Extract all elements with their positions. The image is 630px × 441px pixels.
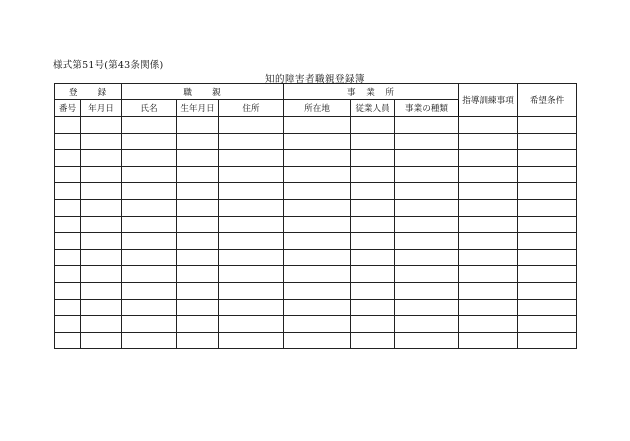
table-cell [518,332,577,349]
table-cell [459,332,518,349]
col-location: 所在地 [284,100,351,117]
table-cell [518,266,577,283]
table-cell [122,233,177,250]
table-cell [459,249,518,266]
table-cell [81,316,122,333]
table-cell [122,183,177,200]
table-row [55,117,577,134]
table-cell [351,316,395,333]
table-cell [518,299,577,316]
table-cell [395,332,459,349]
table-cell [459,282,518,299]
col-registration-date: 年月日 [81,100,122,117]
table-row [55,183,577,200]
col-name: 氏名 [122,100,177,117]
table-cell [81,299,122,316]
table-cell [459,216,518,233]
table-cell [55,183,81,200]
table-cell [351,282,395,299]
table-cell [81,282,122,299]
table-cell [81,166,122,183]
table-cell [284,183,351,200]
header-desired-conditions: 希望条件 [518,84,577,117]
table-row [55,199,577,216]
table-cell [177,316,219,333]
table-cell [518,117,577,134]
table-cell [518,166,577,183]
table-cell [351,166,395,183]
table-cell [55,282,81,299]
table-cell [55,133,81,150]
document-title: 知的障害者職親登録簿 [264,74,365,85]
table-cell [284,249,351,266]
table-cell [518,249,577,266]
table-row [55,166,577,183]
table-cell [395,266,459,283]
table-cell [219,266,284,283]
table-cell [177,233,219,250]
table-cell [122,249,177,266]
table-row [55,332,577,349]
table-cell [122,332,177,349]
table-cell [177,249,219,266]
table-cell [284,133,351,150]
table-cell [284,266,351,283]
col-business-type: 事業の種類 [395,100,459,117]
table-cell [177,199,219,216]
table-cell [219,150,284,167]
table-cell [81,216,122,233]
table-cell [55,166,81,183]
table-row [55,266,577,283]
table-cell [55,233,81,250]
table-row [55,316,577,333]
table-cell [284,117,351,134]
table-row [55,150,577,167]
table-cell [395,299,459,316]
table-cell [81,183,122,200]
table-cell [219,117,284,134]
table-cell [351,117,395,134]
table-row [55,282,577,299]
table-cell [122,266,177,283]
table-cell [459,266,518,283]
table-cell [81,133,122,150]
table-cell [459,166,518,183]
table-cell [351,299,395,316]
table-cell [81,233,122,250]
table-cell [351,249,395,266]
table-cell [395,183,459,200]
table-cell [122,282,177,299]
table-cell [459,117,518,134]
table-cell [219,233,284,250]
table-cell [55,117,81,134]
table-cell [459,199,518,216]
table-cell [395,316,459,333]
table-cell [284,199,351,216]
header-guidance-items: 指導訓練事項 [459,84,518,117]
table-cell [395,133,459,150]
table-cell [177,133,219,150]
header-foster-parent: 職 親 [122,84,284,100]
table-cell [177,282,219,299]
col-number: 番号 [55,100,81,117]
col-birthdate: 生年月日 [177,100,219,117]
table-cell [395,199,459,216]
table-cell [518,133,577,150]
table-cell [122,299,177,316]
table-cell [459,133,518,150]
table-cell [518,183,577,200]
table-cell [122,133,177,150]
table-cell [177,117,219,134]
table-cell [459,183,518,200]
table-cell [81,150,122,167]
table-row [55,216,577,233]
table-cell [81,266,122,283]
table-cell [395,166,459,183]
table-cell [177,299,219,316]
table-cell [351,233,395,250]
table-cell [351,266,395,283]
table-cell [284,150,351,167]
table-cell [219,133,284,150]
table-cell [219,166,284,183]
table-cell [55,216,81,233]
table-cell [459,299,518,316]
table-cell [55,249,81,266]
header-registration: 登 録 [55,84,122,100]
table-row [55,133,577,150]
table-cell [81,199,122,216]
table-cell [219,299,284,316]
table-cell [395,233,459,250]
table-cell [55,150,81,167]
table-cell [177,166,219,183]
table-cell [55,266,81,283]
table-cell [55,199,81,216]
table-cell [219,282,284,299]
col-address: 住所 [219,100,284,117]
table-cell [122,166,177,183]
table-cell [177,183,219,200]
table-cell [395,117,459,134]
table-cell [219,183,284,200]
table-cell [219,249,284,266]
table-cell [284,299,351,316]
table-cell [55,316,81,333]
table-cell [518,150,577,167]
table-cell [81,332,122,349]
table-cell [518,199,577,216]
table-cell [518,233,577,250]
table-cell [122,150,177,167]
table-cell [351,133,395,150]
table-cell [81,249,122,266]
table-cell [284,216,351,233]
table-cell [351,183,395,200]
table-cell [122,216,177,233]
table-cell [351,216,395,233]
table-cell [284,282,351,299]
table-cell [177,266,219,283]
table-cell [219,332,284,349]
table-cell [518,316,577,333]
table-cell [177,216,219,233]
registry-table [54,83,577,349]
table-cell [351,199,395,216]
table-cell [518,282,577,299]
table-cell [55,299,81,316]
table-cell [219,316,284,333]
table-cell [284,316,351,333]
table-cell [284,166,351,183]
table-cell [122,199,177,216]
table-cell [459,150,518,167]
table-cell [284,332,351,349]
table-cell [395,216,459,233]
form-number-label: 様式第51号(第43条関係) [53,60,164,71]
registry-body [55,117,577,349]
table-cell [122,316,177,333]
table-cell [55,332,81,349]
table-cell [177,150,219,167]
header-workplace: 事 業 所 [284,84,459,100]
table-cell [219,216,284,233]
table-cell [284,233,351,250]
table-cell [81,117,122,134]
table-row [55,249,577,266]
table-cell [351,150,395,167]
col-employees: 従業人員 [351,100,395,117]
table-cell [219,199,284,216]
table-cell [395,282,459,299]
table-cell [351,332,395,349]
table-cell [518,216,577,233]
table-cell [459,316,518,333]
table-cell [177,332,219,349]
table-row [55,233,577,250]
table-cell [395,249,459,266]
table-cell [459,233,518,250]
table-row [55,299,577,316]
table-cell [395,150,459,167]
table-cell [122,117,177,134]
